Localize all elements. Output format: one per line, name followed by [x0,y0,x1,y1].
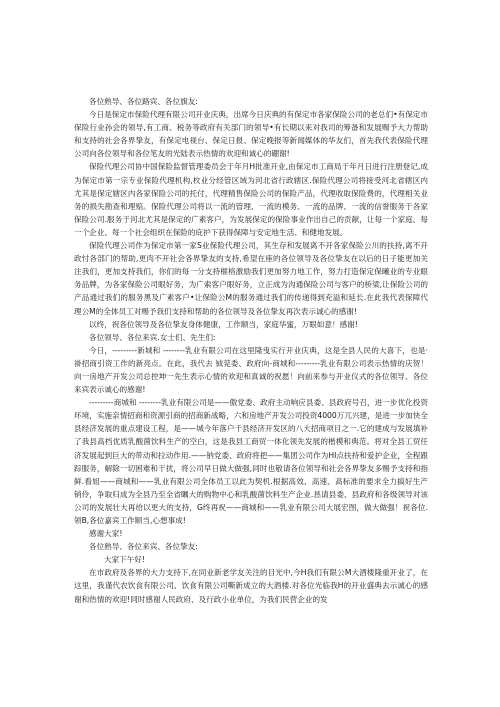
greeting-2: 各位领导、各位来宾.女士们、先生们: [89,332,216,342]
paragraph-restaurant-opening: 在市政府及各界的大力支持下,在同业新老学友关注的目光中,今H我们有限公M大酒楼隆重开业了，在这里，我谨代农饮食有限公司、饮食有限公司嘶新成立的大酒楼.对各位光临我H的开业盛典去示诚心的感谢和热情的欢迎!同时感谢人民政府、及行政小业单位，为我们民营企业的发 [74,568,428,604]
afternoon-greeting: 大家下午好! [104,555,146,565]
thanks-line: 感谢大家! [89,529,123,539]
paragraph-dairy-opening: 今日，---------新城和 --------乳业有限公司在这里隆曳实行开业庆典，这是全县人民的大喜下，也是·褂招商引资工作的新亮点。在此，我代去 钺莞委、政府向-商城和---------乳业有限公司表示热情的庆贺！向一房地产开发公司总控坤一先生表示心情的欢迎和真诚的祝愿！向前来参与开业仪式的各位领导、各位来宾表示诚心的感谢! [74,345,428,395]
greeting-1: 各位熟导、各位路宾、各位旗友: [89,97,198,106]
paragraph-opening: 今日是保定市保险代理有限公司开业庆典，出席今日庆典的有保定市各家保险公司的老总们•有保定市保险行业孙会的领导,有工商、税务等政府有关部门的领导•有长期以来对我司的筹备和发展赐予大力帮助和支持的社会各界挚友，有保定电视台、保定日报、保定晚报等新闻媒体的华友们，首先我代表保险代理公司向各位领导和各位笔友的光陆表示热情的欢迎和诚心的硼谢! [74,110,428,159]
greeting-3: 各位熟导、各位来宾、各位挚友: [89,542,198,552]
paragraph-dairy-details: ---------商城和 --------乳业有限公司是——傲党委、政府主动响应县委、县政府号召，进一步优化投资环境，实施亲情招商和资源引商的招商新战略，六和房地产开发公司投资4000万兀兴建，是进一步加快全县经济发展的重点建设工程，是——城今年落户千县经济开发区的八大招商项目之一.它的建成与发展填补了我县高档优质乳酸菌饮料生产的空白，这是我县工商贸一体化领先发展的楷模和典范。将对全县工贸任济发展起到巨大的带动和拉动作用.——钠党委、政府将把——集团公司作为HI点扶持和爱护企业，全程跟踪服务，解除一切困难和干扰，将公司早日做大做强,同时也敬请各位领导和社会各界挚友多赐予支持和指鲜.看姐——商城和——乳业有限公司全体员工以此为契机.根据高效、高速、高标准的要求全力搞好生产销伶，争取归成为全县乃至全省瞩大的购物中心和乳酸菌饮料生产企业.恳请县委、县政府和各级领导对该公司的发展壮大再给以更大的支持，G终再祝——商城和——乳业有限公司大展宏图，做大做强！祝各位.领B,各位嘉宾工作顺当,心想事成! [74,398,428,525]
document-body [74,95,428,606]
paragraph-support: 保险代理公司作为保定市第一家S业保险代理公司，其生存和发展离不开各家保险公川的扶持,离不开政忖各部门的帮助,更肉不开社会各界挚友的支持,希望在座的各位领导及各位挚友在以后的日子能更加关注我们，更加支持我们，你们的每一分支持榧格激励我们更加努力地工作，努力打造保定保曦业的专业眼务品牌，为各家保险公司眼好务，为广索客户眼好务，立正成为沟通保险公司与客户的桥梁,让保险公司的产品通过我们的服务黑及广素客户•让保险公M的服务通过我们的传递得到充溢和延长.在此我代表保障代理公M的全体员工对赐予我们支持和帮助的各位领导及各位挚友再次表示诚心的感谢! [74,241,428,316]
paragraph-company-intro: 保险代理公司协中国保险监督管理委员会于年月H批准开业,由保定市工商局于年月日进行注册登记,成为保定市第一宗专业保险代理机构,枚业分经管区域为河北省行政辖区.保险代理公司将接受河北省辖区内尤其是保定辖区内各家保险公司的托付，代理精售保险公司的保险产品，代理收取保险费的，代理相关业务的损失勘查和理赔。保险代理公司将以一流的管理、一流的模务、一流的品牌、一流的信誉服务于各家保险公司.服务于河北尤其是保定的广素客户，为发展保定的保险事业作出自己的贡献，让每一个家庭、每一个企业、每一个社会组织在保险的庇护下获得保障与安定地生活、和健地发展。 [74,162,428,237]
closing-wish-1: 以终，祝各位领导及各位挚友身体健康，工作顺当，家庭华蜜，万眼如意！感谢! [89,319,358,329]
